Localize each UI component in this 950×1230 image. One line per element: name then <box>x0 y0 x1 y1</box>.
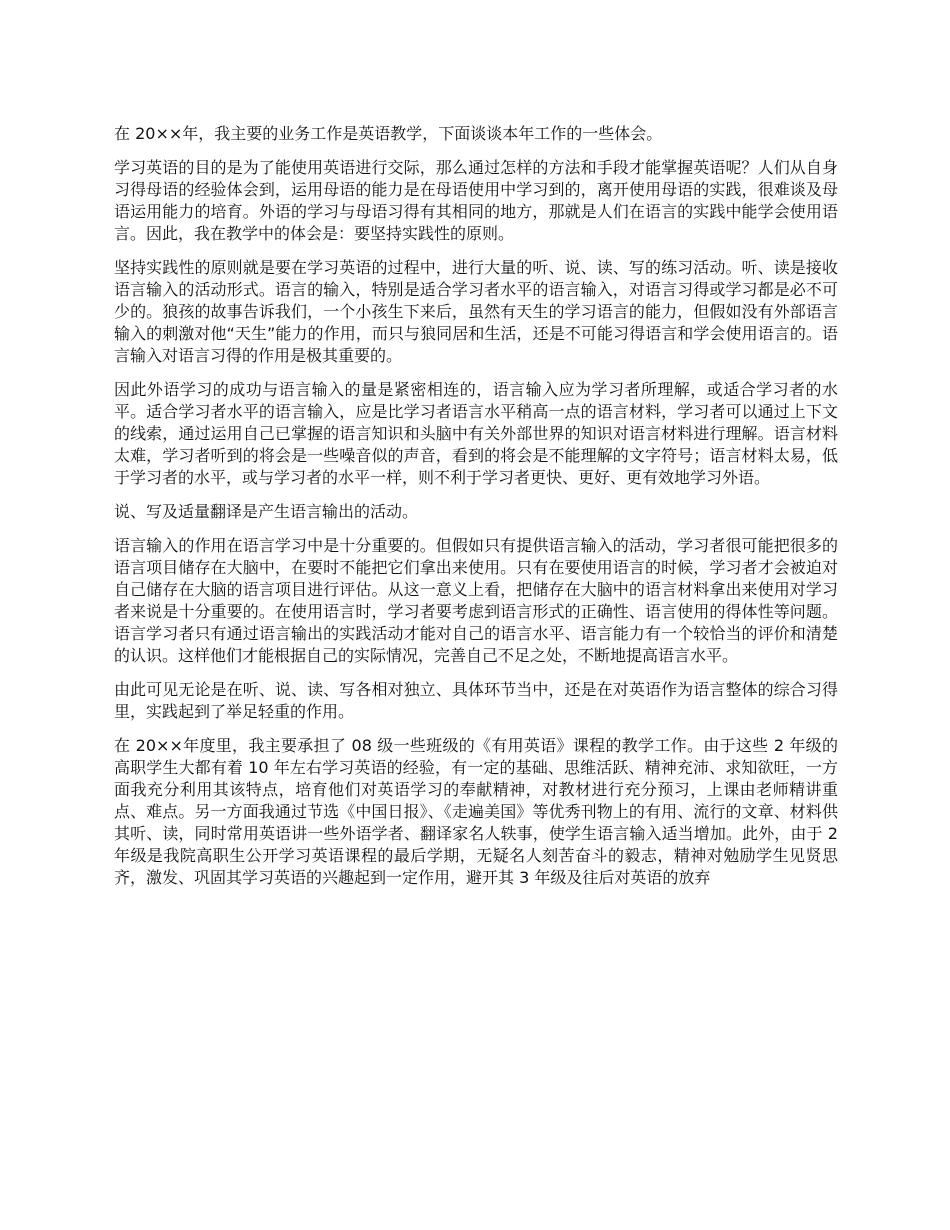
paragraph-output-activities: 说、写及适量翻译是产生语言输出的活动。 <box>114 502 419 521</box>
document-body <box>114 123 838 901</box>
paragraph-language-input: 因此外语学习的成功与语言输入的量是紧密相连的，语言输入应为学习者所理解，或适合学习者的水平。适合学习者水平的语言输入，应是比学习者语言水平稍高一点的语言材料，学习者可以通过上下文的线索，通过运用自己已掌握的语言知识和头脑中有关外部世界的知识对语言材料进行理解。语言材料太难，学习者听到的将会是一些噪音似的声音，看到的将会是不能理解的文字符号；语言材料太易，低于学习者的水平，或与学习者的水平一样，则不利于学习者更快、更好、更有效地学习外语。 <box>114 380 838 487</box>
paragraph-conclusion: 由此可见无论是在听、说、读、写各相对独立、具体环节当中，还是在对英语作为语言整体的综合习得里，实践起到了举足轻重的作用。 <box>114 680 838 721</box>
paragraph-learning-purpose: 学习英语的目的是为了能使用英语进行交际，那么通过怎样的方法和手段才能掌握英语呢？人们从自身习得母语的经验体会到，运用母语的能力是在母语使用中学习到的，离开使用母语的实践，很难谈及母语运用能力的培育。外语的学习与母语习得有其相同的地方，那就是人们在语言的实践中能学会使用语言。因此，我在教学中的体会是：要坚持实践性的原则。 <box>114 158 838 243</box>
paragraph-output-importance: 语言输入的作用在语言学习中是十分重要的。但假如只有提供语言输入的活动，学习者很可能把很多的语言项目储存在大脑中，在要时不能把它们拿出来使用。只有在要使用语言的时候，学习者才会被迫对自己储存在大脑的语言项目进行评估。从这一意义上看，把储存在大脑中的语言材料拿出来使用对学习者来说是十分重要的。在使用语言时，学习者要考虑到语言形式的正确性、语言使用的得体性等问题。语言学习者只有通过语言输出的实践活动才能对自己的语言水平、语言能力有一个较恰当的评价和清楚的认识。这样他们才能根据自己的实际情况，完善自己不足之处，不断地提高语言水平。 <box>114 536 838 665</box>
paragraph-intro: 在 20××年，我主要的业务工作是英语教学，下面谈谈本年工作的一些体会。 <box>114 124 663 143</box>
paragraph-practice-principle: 坚持实践性的原则就是要在学习英语的过程中，进行大量的听、说、读、写的练习活动。听、读是接收语言输入的活动形式。语言的输入，特别是适合学习者水平的语言输入，对语言习得或学习都是必不可少的。狼孩的故事告诉我们，一个小孩生下来后，虽然有天生的学习语言的能力，但假如没有外部语言输入的刺激对他“天生”能力的作用，而只与狼同居和生活，还是不可能习得语言和学会使用语言的。语言输入对语言习得的作用是极其重要的。 <box>114 258 838 365</box>
paragraph-teaching-work: 在 20××年度里，我主要承担了 08 级一些班级的《有用英语》课程的教学工作。由于这些 2 年级的高职学生大都有着 10 年左右学习英语的经验，有一定的基础、思维活跃、精神充沛、求知欲旺，一方面我充分利用其该特点，培育他们对英语学习的奉献精神，对教材进行充分预习，上课由老师精讲重点、难点。另一方面我通过节选《中国日报》、《走遍美国》等优秀刊物上的有用、流行的文章、材料供其听、读，同时常用英语讲一些外语学者、翻译家名人轶事，使学生语言输入适当增加。此外，由于 2 年级是我院高职生公开学习英语课程的最后学期，无疑名人刻苦奋斗的毅志，精神对勉励学生见贤思齐，激发、巩固其学习英语的兴趣起到一定作用，避开其 3 年级及往后对英语的放弃 <box>114 736 838 887</box>
